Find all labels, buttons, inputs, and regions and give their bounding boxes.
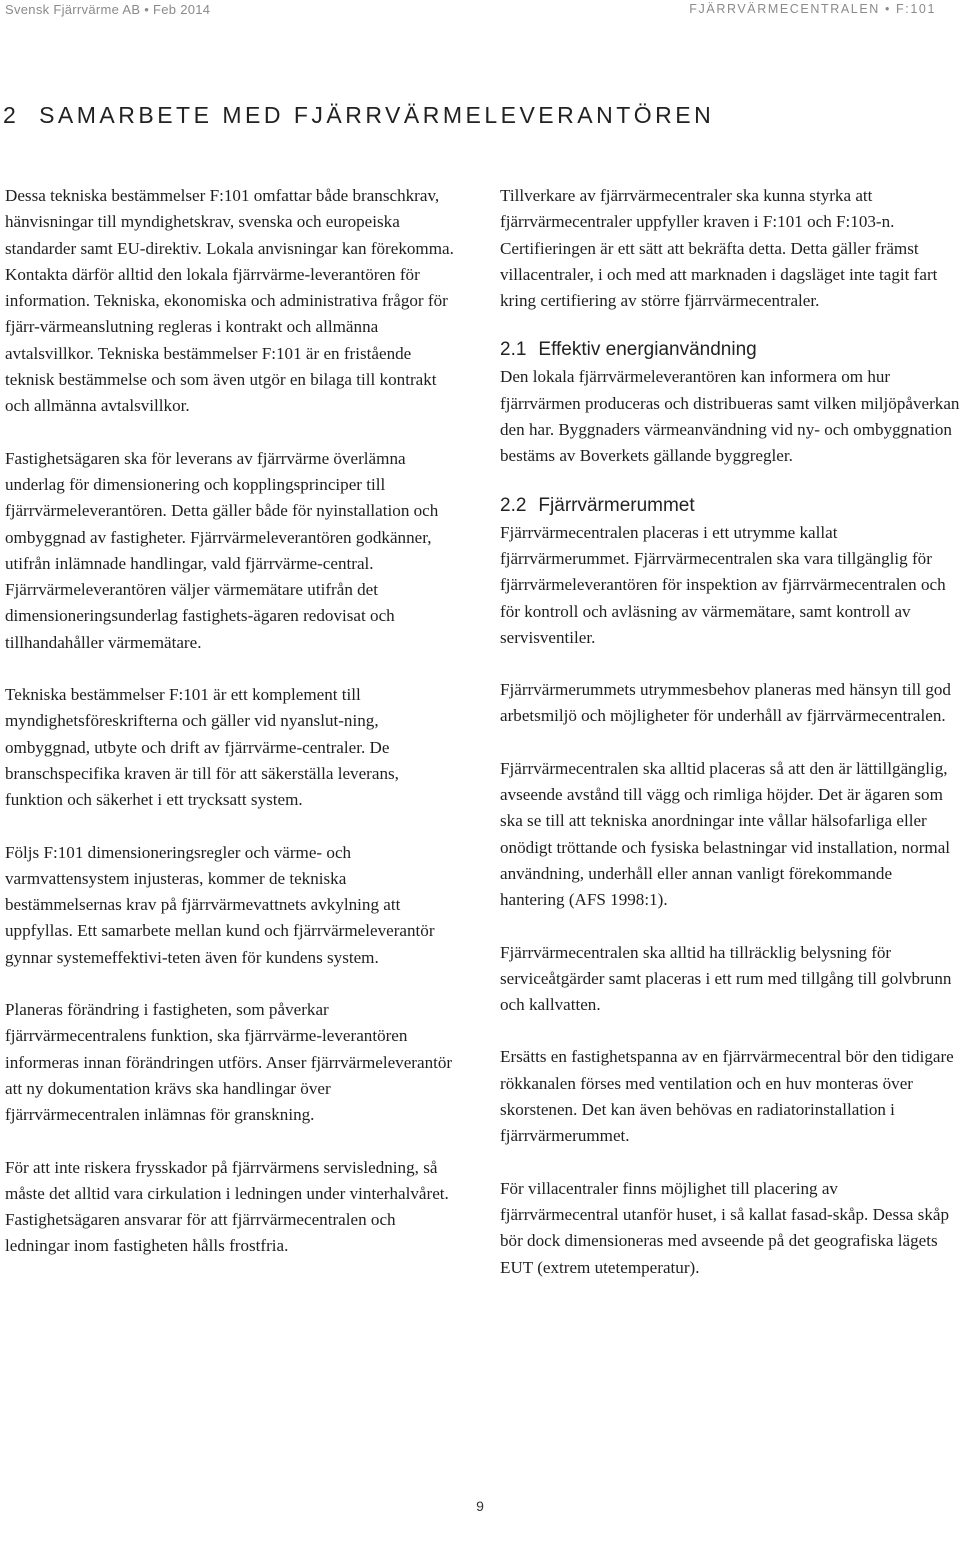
subsection-heading: [500, 336, 960, 364]
paragraph: Fjärrvärmecentralen placeras i ett utrymme kallat fjärrvärmerummet. Fjärrvärmecentralen ska vara tillgänglig för fjärrvärmeleverantören för inspektion av fjärrvärmecentralen och för kontroll och avläsning av värmemätare, samt kontroll av servisventiler.: [500, 522, 946, 647]
section-number: 2: [3, 102, 20, 128]
section-title: SAMARBETE MED FJÄRRVÄRMELEVERANTÖREN: [39, 102, 715, 128]
right-column: [500, 183, 960, 1307]
left-column: [5, 183, 460, 1286]
paragraph: Fastighetsägaren ska för leverans av fjärrvärme överlämna underlag för dimensionering och kopplingsprinciper till fjärrvärmeleverantören. Detta gäller både för nyinstallation och ombyggnad av fastigheter. Fjärrvärmeleverantören godkänner, utifrån inlämnade handlingar, vald fjärrvärme-central. Fjärrvärmeleverantören väljer värmemätare utifrån det dimensioneringsunderlag fastighets-ägaren redovisat och tillhandahåller värmemätare.: [5, 448, 439, 652]
section-heading: [3, 102, 714, 129]
paragraph: För att inte riskera frysskador på fjärrvärmens servisledning, så måste det alltid vara cirkulation i ledningen under vinterhalvåret. Fastighetsägaren ansvarar för att fjärrvärmecentralen och ledningar inom fastigheten hålls frostfria.: [5, 1157, 449, 1256]
paragraph: Den lokala fjärrvärmeleverantören kan informera om hur fjärrvärmen produceras och distribueras samt vilken miljöpåverkan den har. Byggnaders värmeanvändning vid ny- och ombyggnation bestäms av Boverkets gällande byggregler.: [500, 367, 960, 466]
subsection-number: 2.2: [500, 494, 527, 516]
subsection-title: Effektiv energianvändning: [538, 339, 757, 361]
paragraph: För villacentraler finns möjlighet till placering av fjärrvärmecentral utanför huset, i så kallat fasad-skåp. Dessa skåp bör dock dimensioneras med avseende på det geografiska lägets EUT (extrem utetemperatur).: [500, 1178, 950, 1277]
paragraph: Följs F:101 dimensioneringsregler och värme- och varmvattensystem injusteras, kommer de tekniska bestämmelsernas krav på fjärrvärmevattnets avkylning att uppfyllas. Ett samarbete mellan kund och fjärrvärmeleverantör gynnar systemeffektivi-teten även för kundens system.: [5, 842, 435, 967]
paragraph: Fjärrvärmecentralen ska alltid ha tillräcklig belysning för serviceåtgärder samt placeras i ett rum med tillgång till golvbrunn och kallvatten.: [500, 942, 952, 1015]
subsection-heading: [500, 492, 960, 520]
paragraph: Ersätts en fastighetspanna av en fjärrvärmecentral bör den tidigare rökkanalen förses med ventilation och en huv monteras över skorstenen. Det kan även behövas en radiatorinstallation i fjärrvärmerummet.: [500, 1047, 954, 1146]
paragraph: Tillverkare av fjärrvärmecentraler ska kunna styrka att fjärrvärmecentraler uppfyller kraven i F:101 och F:103-n. Certifieringen är ett sätt att bekräfta detta. Detta gäller främst villacentraler, i och med att marknaden i dagsläget inte tagit fart kring certifiering av större fjärrvärmecentraler.: [500, 186, 938, 311]
header-document-ref: FJÄRRVÄRMECENTRALEN • F:101: [689, 2, 936, 16]
paragraph: Fjärrvärmecentralen ska alltid placeras så att den är lättillgänglig, avseende avstånd till vägg och rimliga höjder. Det är ägaren som ska se till att tekniska anordningar inte vållar hälsofarliga eller onödigt tröttande och fysiska belastningar vid installation, normal användning, underhåll eller annan vanligt förekommande hantering (AFS 1998:1).: [500, 758, 951, 910]
paragraph: Fjärrvärmerummets utrymmesbehov planeras med hänsyn till god arbetsmiljö och möjligheter för underhåll av fjärrvärmecentralen.: [500, 680, 951, 726]
paragraph: Tekniska bestämmelser F:101 är ett komplement till myndighetsföreskrifterna och gäller vid nyanslut-ning, ombyggnad, utbyte och drift av fjärrvärme-centraler. De branschspecifika kraven är till för att säkerställa leverans, funktion och säkerhet i ett trycksatt system.: [5, 685, 399, 810]
header-publisher: Svensk Fjärrvärme AB • Feb 2014: [5, 2, 211, 17]
paragraph: Dessa tekniska bestämmelser F:101 omfattar både branschkrav, hänvisningar till myndighetskrav, svenska och europeiska standarder samt EU-direktiv. Lokala anvisningar kan förekomma. Kontakta därför alltid den lokala fjärrvärme-leverantören för information. Tekniska, ekonomiska och administrativa frågor för fjärr-värmeanslutning regleras i kontrakt och allmänna avtalsvillkor. Tekniska bestämmelser F:101 är en fristående teknisk bestämmelse och som även utgör en bilaga till kontrakt och allmänna avtalsvillkor.: [5, 186, 454, 416]
subsection-title: Fjärrvärmerummet: [538, 494, 695, 516]
subsection-number: 2.1: [500, 339, 527, 361]
page-number: 9: [476, 1498, 484, 1514]
paragraph: Planeras förändring i fastigheten, som påverkar fjärrvärmecentralens funktion, ska fjärrvärme-leverantören informeras innan förändringen utförs. Anser fjärrvärmeleverantör att ny dokumentation krävs ska handlingar över fjärrvärmecentralen inlämnas för granskning.: [5, 1000, 453, 1125]
page-header: [0, 0, 960, 24]
